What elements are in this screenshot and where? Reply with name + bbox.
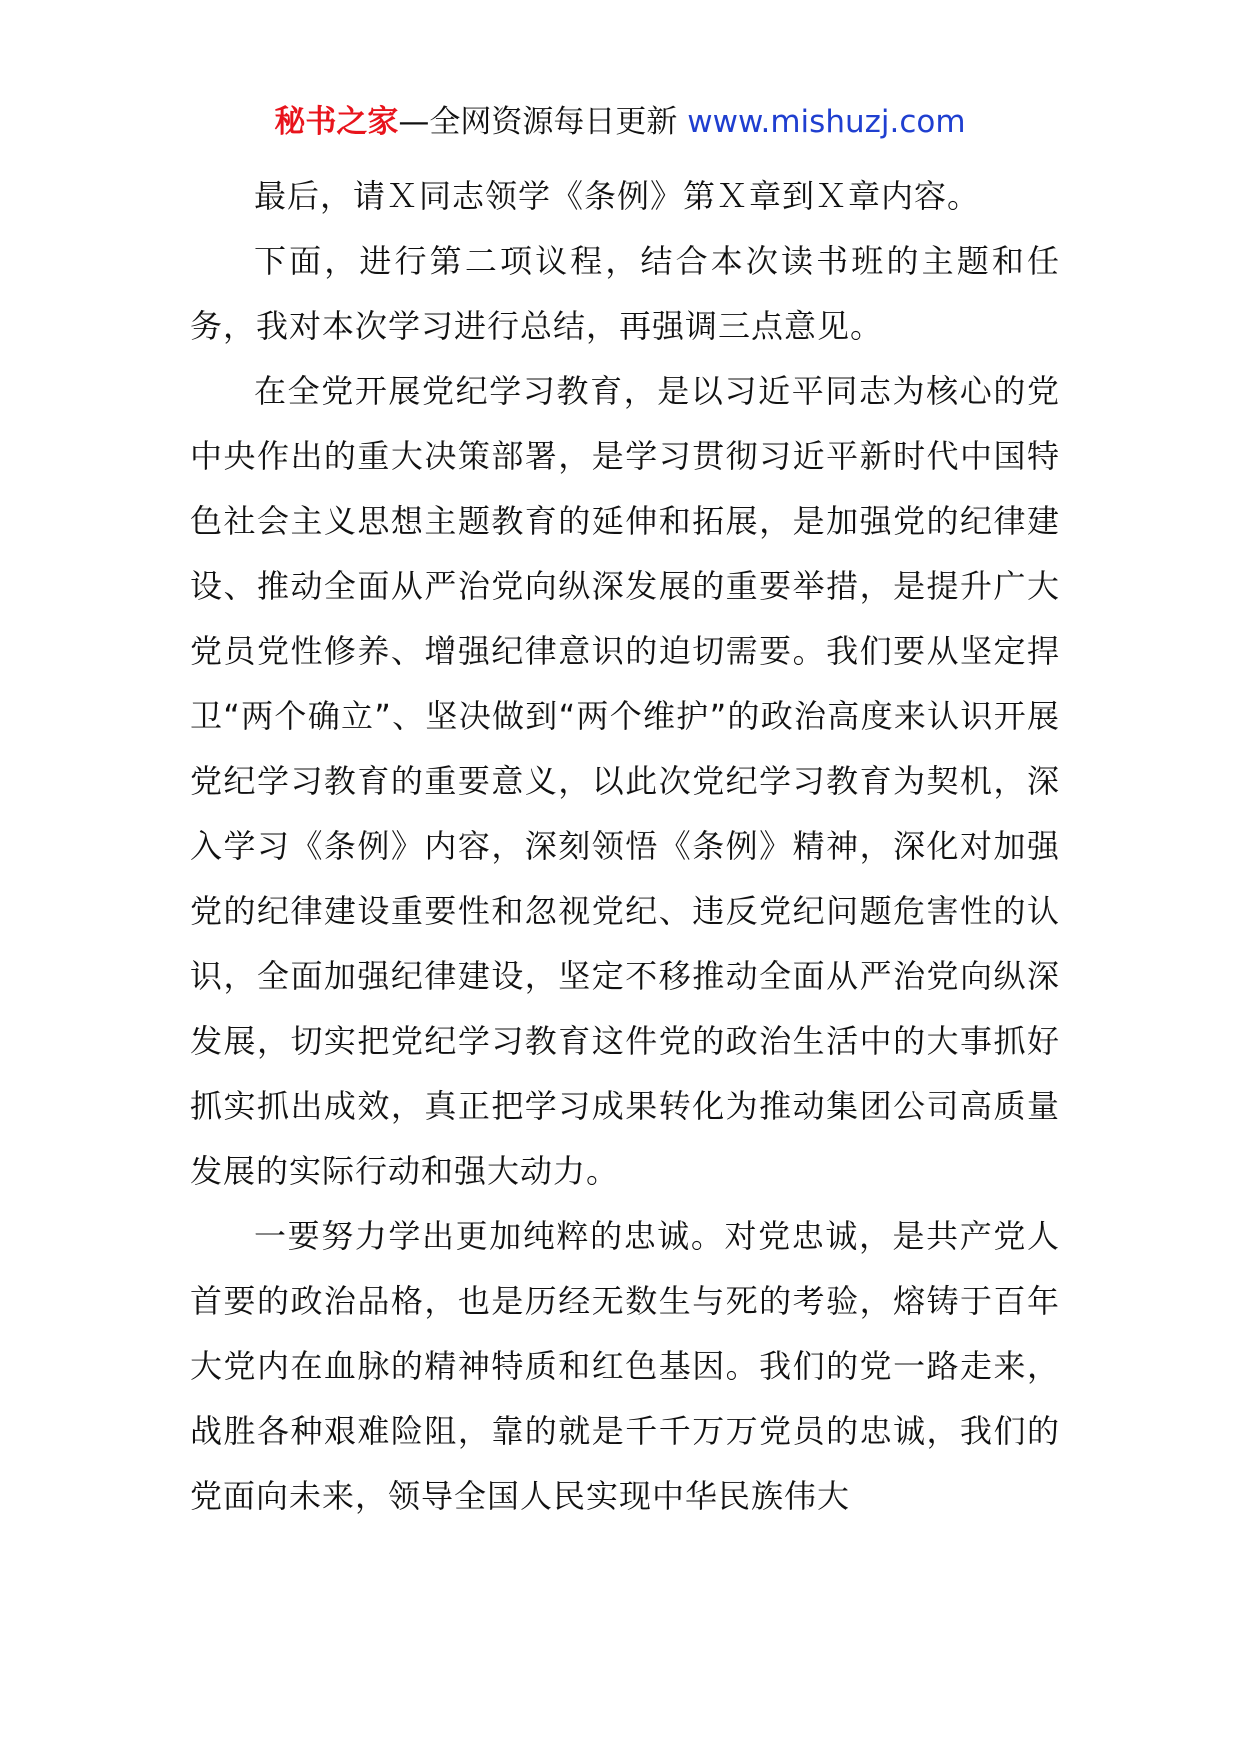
page-header — [0, 100, 1240, 144]
paragraph: 最后，请Ｘ同志领学《条例》第Ｘ章到Ｘ章内容。 — [254, 177, 981, 215]
document-body — [190, 164, 1060, 1529]
paragraph: 下面，进行第二项议程，结合本次读书班的主题和任务，我对本次学习进行总结，再强调三点意见。 — [190, 242, 1060, 345]
site-slogan: —全网资源每日更新 — [398, 104, 688, 140]
site-url[interactable]: www.mishuzj.com — [687, 104, 966, 140]
paragraph: 在全党开展党纪学习教育，是以习近平同志为核心的党中央作出的重大决策部署，是学习贯彻习近平新时代中国特色社会主义思想主题教育的延伸和拓展，是加强党的纪律建设、推动全面从严治党向纵深发展的重要举措，是提升广大党员党性修养、增强纪律意识的迫切需要。我们要从坚定捍卫“两个确立”、坚决做到“两个维护”的政治高度来认识开展党纪学习教育的重要意义，以此次党纪学习教育为契机，深入学习《条例》内容，深刻领悟《条例》精神，深化对加强党的纪律建设重要性和忽视党纪、违反党纪问题危害性的认识，全面加强纪律建设，坚定不移推动全面从严治党向纵深发展，切实把党纪学习教育这件党的政治生活中的大事抓好抓实抓出成效，真正把学习成果转化为推动集团公司高质量发展的实际行动和强大动力。 — [190, 372, 1060, 1190]
paragraph: 一要努力学出更加纯粹的忠诚。对党忠诚，是共产党人首要的政治品格，也是历经无数生与死的考验，熔铸于百年大党内在血脉的精神特质和红色基因。我们的党一路走来，战胜各种艰难险阻，靠的就是千千万万党员的忠诚，我们的党面向未来，领导全国人民实现中华民族伟大 — [190, 1217, 1060, 1515]
site-brand: 秘书之家 — [274, 104, 399, 140]
